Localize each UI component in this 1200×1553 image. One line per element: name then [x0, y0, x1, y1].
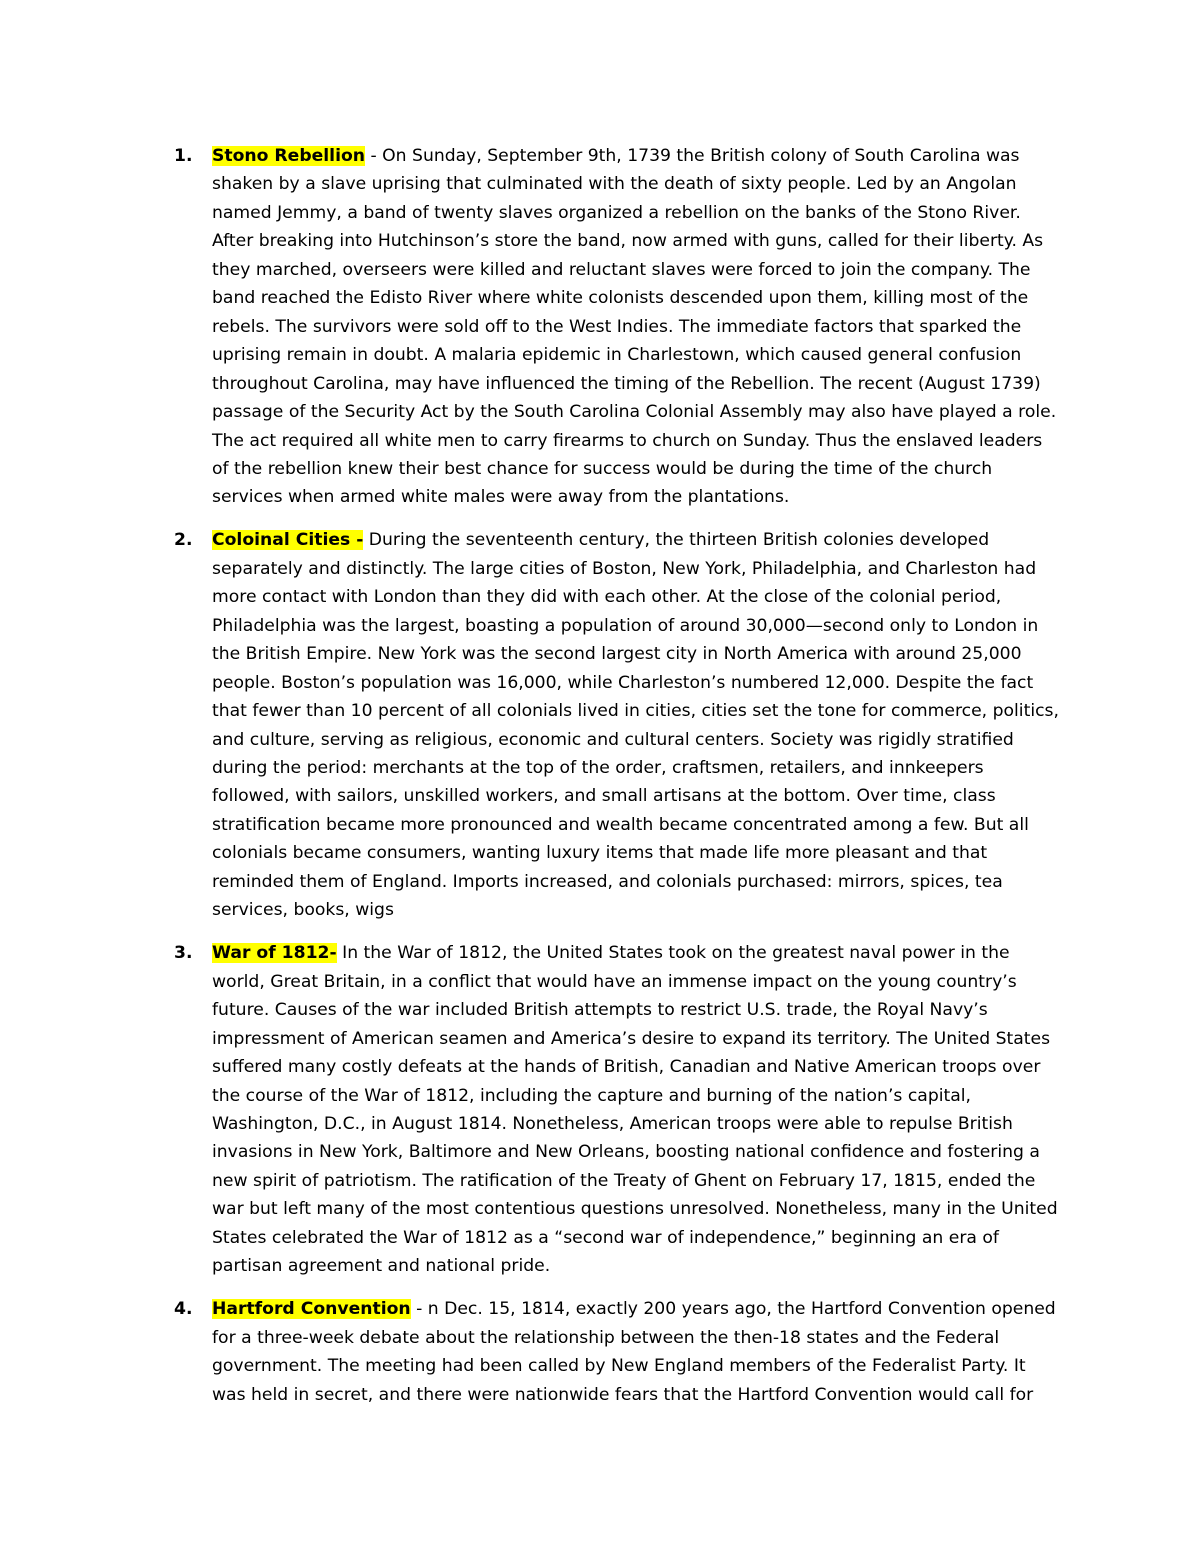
item-description: During the seventeenth century, the thirteen British colonies developed separately and distinctly. The large cities of Boston, New York, Philadelphia, and Charleston had more contact with London than they did with each other. At the close of the colonial period, Philadelphia was the largest, boasting a population of around 30,000—second only to London in the British Empire. New York was the second largest city in North America with around 25,000 people. Boston’s population was 16,000, while Charleston’s numbered 12,000. Despite the fact that fewer than 10 percent of all colonials lived in cities, cities set the tone for commerce, politics, and culture, serving as religious, economic and cultural centers. Society was rigidly stratified during the period: merchants at the top of the order, craftsmen, retailers, and innkeepers followed, with sailors, unskilled workers, and small artisans at the bottom. Over time, class stratification became more pronounced and wealth became concentrated among a few. But all colonials became consumers, wanting luxury items that made life more pleasant and that reminded them of England. Imports increased, and colonials purchased: mirrors, spices, tea services, books, wigs: [212, 530, 1059, 921]
list-item: [174, 142, 1064, 512]
highlighted-term: Coloinal Cities -: [212, 530, 364, 551]
list-item: [174, 939, 1064, 1280]
item-description: - n Dec. 15, 1814, exactly 200 years ago, the Hartford Convention opened for a three-week debate about the relationship between the then-18 states and the Federal government. The meeting had been called by New England members of the Federalist Party. It was held in secret, and there were nationwide fears that the Hartford Convention would call for: [212, 1299, 1056, 1405]
highlighted-term: Hartford Convention: [212, 1299, 411, 1320]
highlighted-term: Stono Rebellion: [212, 146, 366, 166]
highlighted-term: War of 1812-: [212, 943, 337, 964]
item-number: 2.: [174, 530, 193, 551]
item-description: In the War of 1812, the United States took on the greatest naval power in the world, Great Britain, in a conflict that would have an immense impact on the young country’s future. Causes of the war included British attempts to restrict U.S. trade, the Royal Navy’s impressment of American seamen and America’s desire to expand its territory. The United States suffered many costly defeats at the hands of British, Canadian and Native American troops over the course of the War of 1812, including the capture and burning of the nation’s capital, Washington, D.C., in August 1814. Nonetheless, American troops were able to repulse British invasions in New York, Baltimore and New Orleans, boosting national confidence and fostering a new spirit of patriotism. The ratification of the Treaty of Ghent on February 17, 1815, ended the war but left many of the most contentious questions unresolved. Nonetheless, many in the United States celebrated the War of 1812 as a “second war of independence,” beginning an era of partisan agreement and national pride.: [212, 943, 1058, 1277]
numbered-list: [174, 142, 1064, 1423]
item-description: - On Sunday, September 9th, 1739 the British colony of South Carolina was shaken by a slave uprising that culminated with the death of sixty people. Led by an Angolan named Jemmy, a band of twenty slaves organized a rebellion on the banks of the Stono River. After breaking into Hutchinson’s store the band, now armed with guns, called for their liberty. As they marched, overseers were killed and reluctant slaves were forced to join the company. The band reached the Edisto River where white colonists descended upon them, killing most of the rebels. The survivors were sold off to the West Indies. The immediate factors that sparked the uprising remain in doubt. A malaria epidemic in Charlestown, which caused general confusion throughout Carolina, may have influenced the timing of the Rebellion. The recent (August 1739) passage of the Security Act by the South Carolina Colonial Assembly may also have played a role. The act required all white men to carry firearms to church on Sunday. Thus the enslaved leaders of the rebellion knew their best chance for success would be during the time of the church services when armed white males were away from the plantations.: [212, 146, 1057, 508]
item-number: 3.: [174, 943, 193, 964]
item-number: 1.: [174, 146, 193, 166]
item-number: 4.: [174, 1299, 193, 1320]
list-item: [174, 1295, 1064, 1409]
list-item: [174, 526, 1064, 924]
